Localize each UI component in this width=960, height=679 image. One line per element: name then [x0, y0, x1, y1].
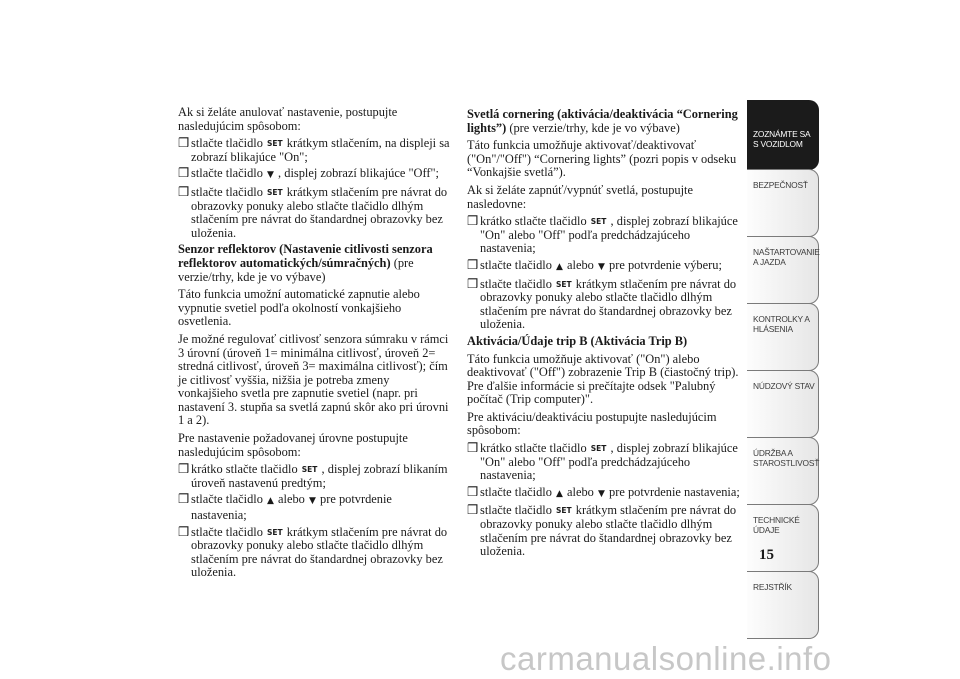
bullet-icon: ❒: [467, 276, 479, 291]
set-button-icon: SET: [590, 444, 607, 454]
paragraph: Pre aktiváciu/deaktiváciu postupujte nasledujúcim spôsobom:: [467, 409, 717, 438]
bullet-icon: ❒: [467, 214, 479, 229]
section-heading-cornering: Svetlá cornering (aktivácia/deaktivácia “Cornering lights”) (pre verzie/trhy, kde je vo výbave): [467, 107, 738, 135]
intro-text: Ak si želáte anulovať nastavenie, postupujte nasledujúcim spôsobom:: [178, 105, 398, 133]
bullet-icon: ❒: [467, 484, 479, 499]
list-item: [467, 278, 744, 332]
reset-steps-list: [178, 137, 450, 240]
list-text: alebo: [567, 257, 594, 272]
bullet-icon: ❒: [178, 166, 190, 181]
list-text: , displej zobrazí blikajúce "Off";: [278, 166, 439, 181]
list-text: pre potvrdenie nastavenia;: [609, 484, 740, 499]
set-button-icon: SET: [267, 139, 283, 149]
bullet-icon: ❒: [467, 257, 479, 272]
down-button-icon: ▼: [598, 488, 605, 499]
tab-kontrolky[interactable]: KONTROLKY A HLÁSENIA: [747, 303, 819, 371]
trip-b-steps-list: [467, 442, 744, 559]
list-text: pre potvrdenie výberu;: [609, 257, 722, 272]
paragraph: Je možné regulovať citlivosť senzora súmraku v rámci 3 úrovní (úroveň 1= minimálna citlivosť, úroveň 2= stredná citlivosť, úroveň 3= maximálna citlivosť); čím je citlivosť vyššia, nižšia je potreba zmeny vonkajšieho svetla pre zapnutie svetiel (napr. pri nastavení 3. stupňa sa svetlá zapnú skôr ako pri úrovni 1 a 2).: [178, 331, 449, 428]
list-text: krátkym stlačením pre návrat do obrazovky ponuky alebo stlačte tlačidlo dlhým stlačením pre návrat do štandardnej obrazovky bez uloženia.: [191, 184, 448, 240]
bullet-icon: ❒: [178, 136, 190, 151]
tab-nastartovanie[interactable]: NAŠTARTOVANIE A JAZDA: [747, 236, 819, 304]
down-button-icon: ▼: [267, 170, 274, 181]
tab-zoznamte-sa[interactable]: ZOZNÁMTE SA S VOZIDLOM: [747, 100, 819, 170]
down-button-icon: ▼: [598, 261, 605, 272]
list-text: stlačte tlačidlo: [480, 276, 552, 291]
watermark: carmanualsonline.info: [500, 640, 832, 677]
list-item: [467, 486, 744, 502]
list-text: , displej zobrazí blikajúce "On" alebo "Off" podľa predchádzajúceho nastavenia;: [480, 441, 738, 483]
list-text: alebo: [278, 492, 305, 507]
list-text: krátkym stlačením pre návrat do obrazovky ponuky alebo stlačte tlačidlo dlhým stlačením pre návrat do štandardnej obrazovky bez uloženia.: [191, 524, 448, 580]
chapter-tabs: [747, 100, 819, 638]
list-text: krátko stlačte tlačidlo: [480, 441, 587, 456]
list-text: stlačte tlačidlo: [191, 166, 263, 181]
bullet-icon: ❒: [178, 462, 190, 477]
set-button-icon: SET: [556, 506, 572, 516]
set-button-icon: SET: [590, 217, 607, 227]
bullet-icon: ❒: [178, 184, 190, 199]
list-item: [178, 493, 450, 522]
sensor-steps-list: [178, 463, 450, 580]
up-button-icon: ▲: [267, 496, 274, 507]
left-column: [178, 106, 450, 583]
cornering-steps-list: [467, 215, 744, 332]
set-button-icon: SET: [301, 465, 318, 475]
list-text: krátkym stlačením pre návrat do obrazovky ponuky alebo stlačte tlačidlo dlhým stlačením pre návrat do štandardnej obrazovky bez uloženia.: [480, 276, 737, 332]
list-text: stlačte tlačidlo: [191, 524, 263, 539]
list-text: stlačte tlačidlo: [191, 184, 263, 199]
bullet-icon: ❒: [467, 503, 479, 518]
list-item: [467, 504, 744, 558]
section-heading-light-sensor: Senzor reflektorov (Nastavenie citlivosti senzora reflektorov automatických/súmračných) (pre verzie/trhy, kde je vo výbave): [178, 242, 433, 284]
list-text: stlačte tlačidlo: [480, 484, 552, 499]
set-button-icon: SET: [267, 527, 283, 537]
list-text: stlačte tlačidlo: [480, 503, 552, 518]
list-text: stlačte tlačidlo: [191, 492, 263, 507]
page-number: 15: [759, 547, 774, 563]
paragraph: Pre nastavenie požadovanej úrovne postupujte nasledujúcim spôsobom:: [178, 431, 408, 459]
list-text: , displej zobrazí blikaním úroveň nastavenú predtým;: [191, 462, 448, 490]
list-text: krátkym stlačením pre návrat do obrazovky ponuky alebo stlačte tlačidlo dlhým stlačením pre návrat do štandardnej obrazovky bez uloženia.: [480, 503, 737, 559]
down-button-icon: ▼: [309, 496, 316, 507]
list-item: [178, 167, 450, 183]
list-text: , displej zobrazí blikajúce "On" alebo "Off" podľa predchádzajúceho nastavenia;: [480, 214, 738, 256]
section-heading-trip-b: Aktivácia/Údaje trip B (Aktivácia Trip B): [467, 333, 688, 348]
paragraph: Táto funkcia umožní automatické zapnutie alebo vypnutie svetiel podľa okolností vonkajšieho osvetlenia.: [178, 287, 420, 329]
bullet-icon: ❒: [178, 524, 190, 539]
list-text: krátkym stlačením, na displeji sa zobrazí blikajúce "On";: [191, 136, 450, 164]
right-column: [467, 106, 744, 562]
tab-udrzba[interactable]: ÚDRŽBA A STAROSTLIVOSŤ: [747, 437, 819, 505]
list-item: [178, 137, 450, 164]
list-text: krátko stlačte tlačidlo: [480, 214, 587, 229]
tab-rejstrik[interactable]: REJSTŘÍK: [747, 571, 819, 639]
tab-technicke-udaje[interactable]: TECHNICKÉ ÚDAJE: [747, 504, 819, 572]
up-button-icon: ▲: [556, 488, 563, 499]
paragraph: Táto funkcia umožňuje aktivovať/deaktivovať ("On"/"Off") “Cornering lights” (pozri popis v odseku “Vonkajšie svetlá”).: [467, 138, 737, 180]
list-item: [178, 526, 450, 580]
paragraph: Ak si želáte zapnúť/vypnúť svetlá, postupujte nasledovne:: [467, 182, 693, 211]
set-button-icon: SET: [556, 279, 572, 289]
list-item: [467, 215, 744, 256]
tab-nudzovy-stav[interactable]: NÚDZOVÝ STAV: [747, 370, 819, 438]
up-button-icon: ▲: [556, 261, 563, 272]
list-text: stlačte tlačidlo: [191, 136, 263, 151]
bullet-icon: ❒: [178, 492, 190, 507]
list-item: [467, 442, 744, 483]
list-item: [178, 463, 450, 490]
list-item: [467, 259, 744, 275]
tab-bezpecnost[interactable]: BEZPEČNOSŤ: [747, 169, 819, 237]
list-text: alebo: [567, 484, 594, 499]
list-text: krátko stlačte tlačidlo: [191, 462, 298, 477]
paragraph: Táto funkcia umožňuje aktivovať ("On") alebo deaktivovať ("Off") zobrazenie Trip B (čiastočný trip). Pre ďalšie informácie si prečítajte odsek "Palubný počítač (Trip computer)".: [467, 351, 739, 407]
list-text: pre potvrdenie nastavenia;: [191, 492, 392, 523]
list-text: stlačte tlačidlo: [480, 257, 552, 272]
list-item: [178, 186, 450, 240]
bullet-icon: ❒: [467, 441, 479, 456]
set-button-icon: SET: [267, 187, 283, 197]
